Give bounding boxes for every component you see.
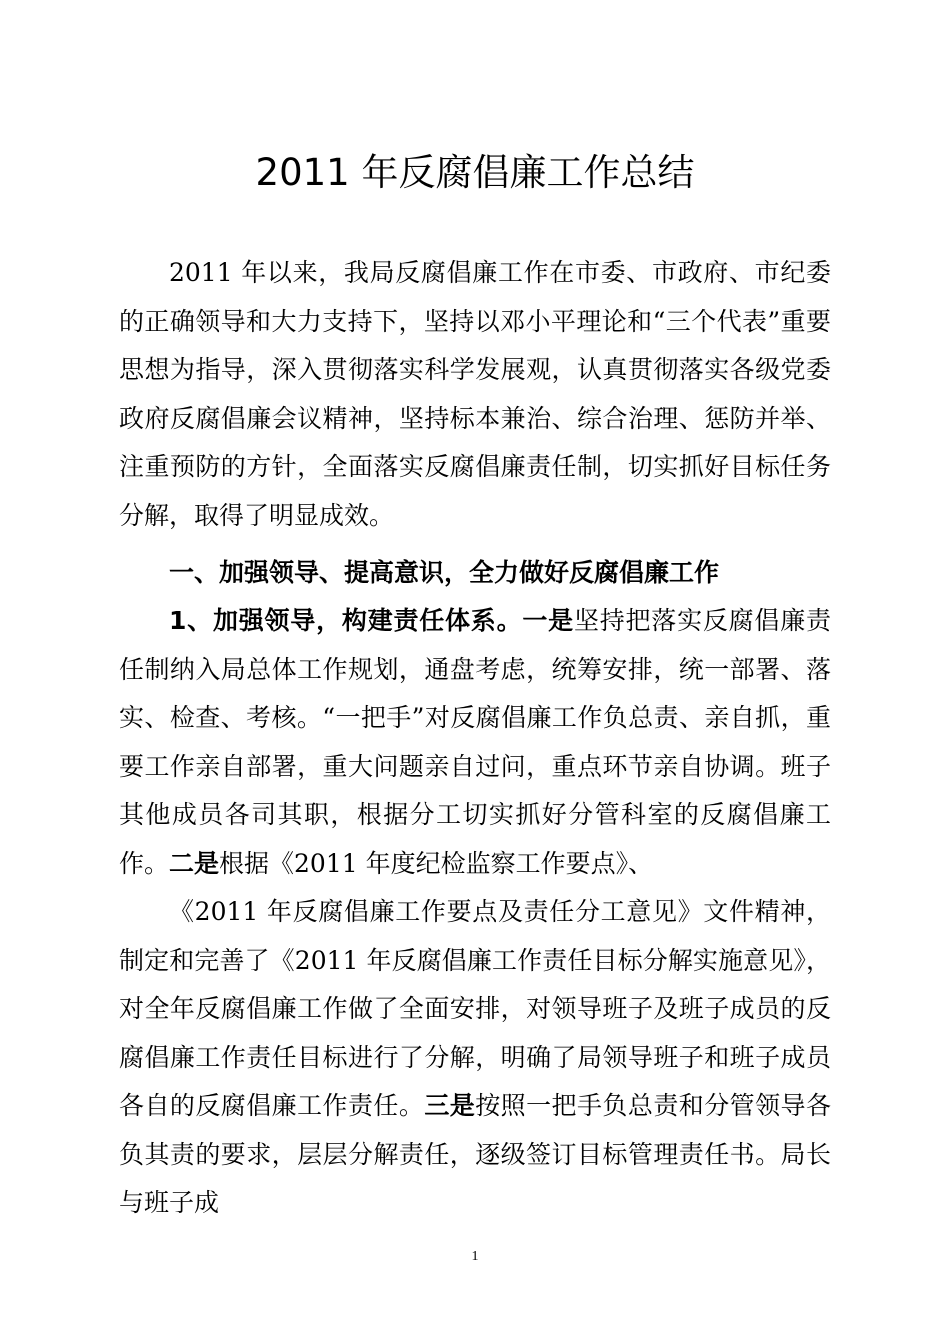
section1-continued-paragraph <box>119 888 831 1228</box>
point-marker-3: 三是 <box>424 1091 476 1120</box>
page-number: 1 <box>471 1249 479 1264</box>
document-title: 2011 年反腐倡廉工作总结 <box>255 151 695 194</box>
section1-paragraph <box>119 597 831 888</box>
continued-text-2: 按照一把手负总责和分管领导各负其责的要求，层层分解责任，逐级签订目标管理责任书。局长与班子成 <box>119 1091 831 1217</box>
intro-paragraph: 2011 年以来，我局反腐倡廉工作在市委、市政府、市纪委的正确领导和大力支持下，坚持以邓小平理论和“三个代表”重要思想为指导，深入贯彻落实科学发展观，认真贯彻落实各级党委政府反腐倡廉会议精神，坚持标本兼治、综合治理、惩防并举、注重预防的方针，全面落实反腐倡廉责任制，切实抓好目标任务分解，取得了明显成效。 <box>119 258 831 530</box>
subsection-lead: 1、加强领导，构建责任体系。 <box>169 606 523 635</box>
point-marker-2: 二是 <box>169 848 220 878</box>
point-marker-1: 一是 <box>522 606 574 635</box>
section-heading: 一、加强领导、提高意识，全力做好反腐倡廉工作 <box>169 558 720 587</box>
point-text-1: 坚持把落实反腐倡廉责任制纳入局总体工作规划，通盘考虑，统筹安排，统一部署、落实、检查、考核。“一把手”对反腐倡廉工作负总责、亲自抓，重要工作亲自部署，重大问题亲自过问，重点环节亲自协调。班子其他成员各司其职，根据分工切实抓好分管科室的反腐倡廉工作。 <box>119 606 831 878</box>
point-text-2: 根据《2011 年度纪检监察工作要点》、 <box>219 848 654 878</box>
continued-text-1: 《2011 年反腐倡廉工作要点及责任分工意见》文件精神，制定和完善了《2011 年反腐倡廉工作责任目标分解实施意见》，对全年反腐倡廉工作做了全面安排，对领导班子及班子成员的反腐倡廉工作责任目标进行了分解，明确了局领导班子和班子成员各自的反腐倡廉工作责任。 <box>119 897 831 1120</box>
